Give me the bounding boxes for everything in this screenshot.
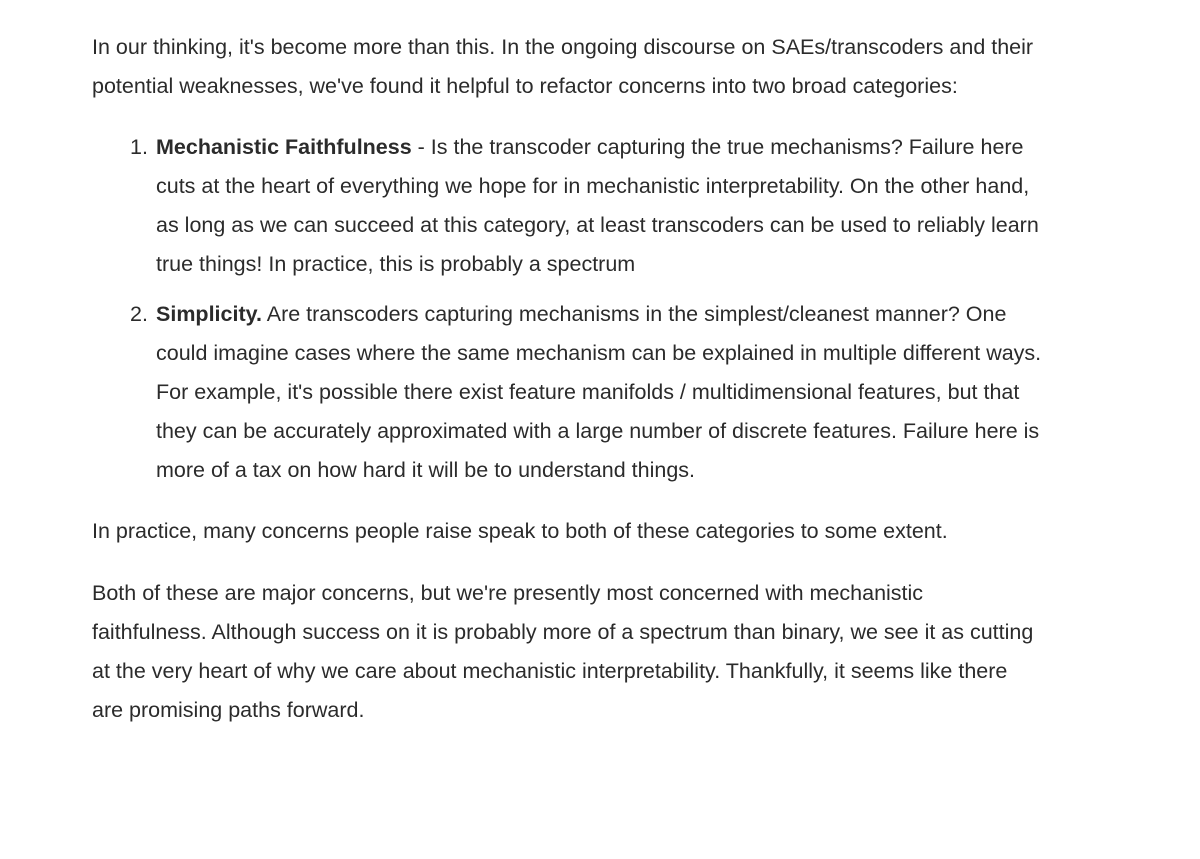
- list-item-body: Are transcoders capturing mechanisms in the simplest/cleanest manner? One could imagine cases where the same mechanism can be explained in multiple different ways. For example, it's possible there exist feature manifolds / multidimensional features, but that they can be accurately approximated with a large number of discrete features. Failure here is more of a tax on how hard it will be to understand things.: [156, 302, 1042, 482]
- list-item-simplicity: [130, 295, 1042, 490]
- article-body: [92, 28, 1042, 730]
- list-item-title: Simplicity.: [156, 302, 262, 326]
- list-item-body: - Is the transcoder capturing the true mechanisms? Failure here cuts at the heart of everything we hope for in mechanistic interpretability. On the other hand, as long as we can succeed at this category, at least transcoders can be used to reliably learn true things! In practice, this is probably a spectrum: [156, 135, 1039, 276]
- list-item-number: 1.: [130, 135, 148, 159]
- list-item-number: 2.: [130, 302, 148, 326]
- list-item-mechanistic-faithfulness: [130, 128, 1042, 284]
- list-item-title: Mechanistic Faithfulness: [156, 135, 412, 159]
- conclusion-paragraph: Both of these are major concerns, but we're presently most concerned with mechanistic faithfulness. Although success on it is probably more of a spectrum than binary, we see it as cutting at the very heart of why we care about mechanistic interpretability. Thankfully, it seems like there are promising paths forward.: [92, 581, 1034, 722]
- intro-paragraph: In our thinking, it's become more than this. In the ongoing discourse on SAEs/transcoders and their potential weaknesses, we've found it helpful to refactor concerns into two broad categories:: [92, 35, 1034, 98]
- practice-paragraph: In practice, many concerns people raise speak to both of these categories to some extent.: [92, 519, 948, 543]
- concern-categories-list: [92, 128, 1042, 490]
